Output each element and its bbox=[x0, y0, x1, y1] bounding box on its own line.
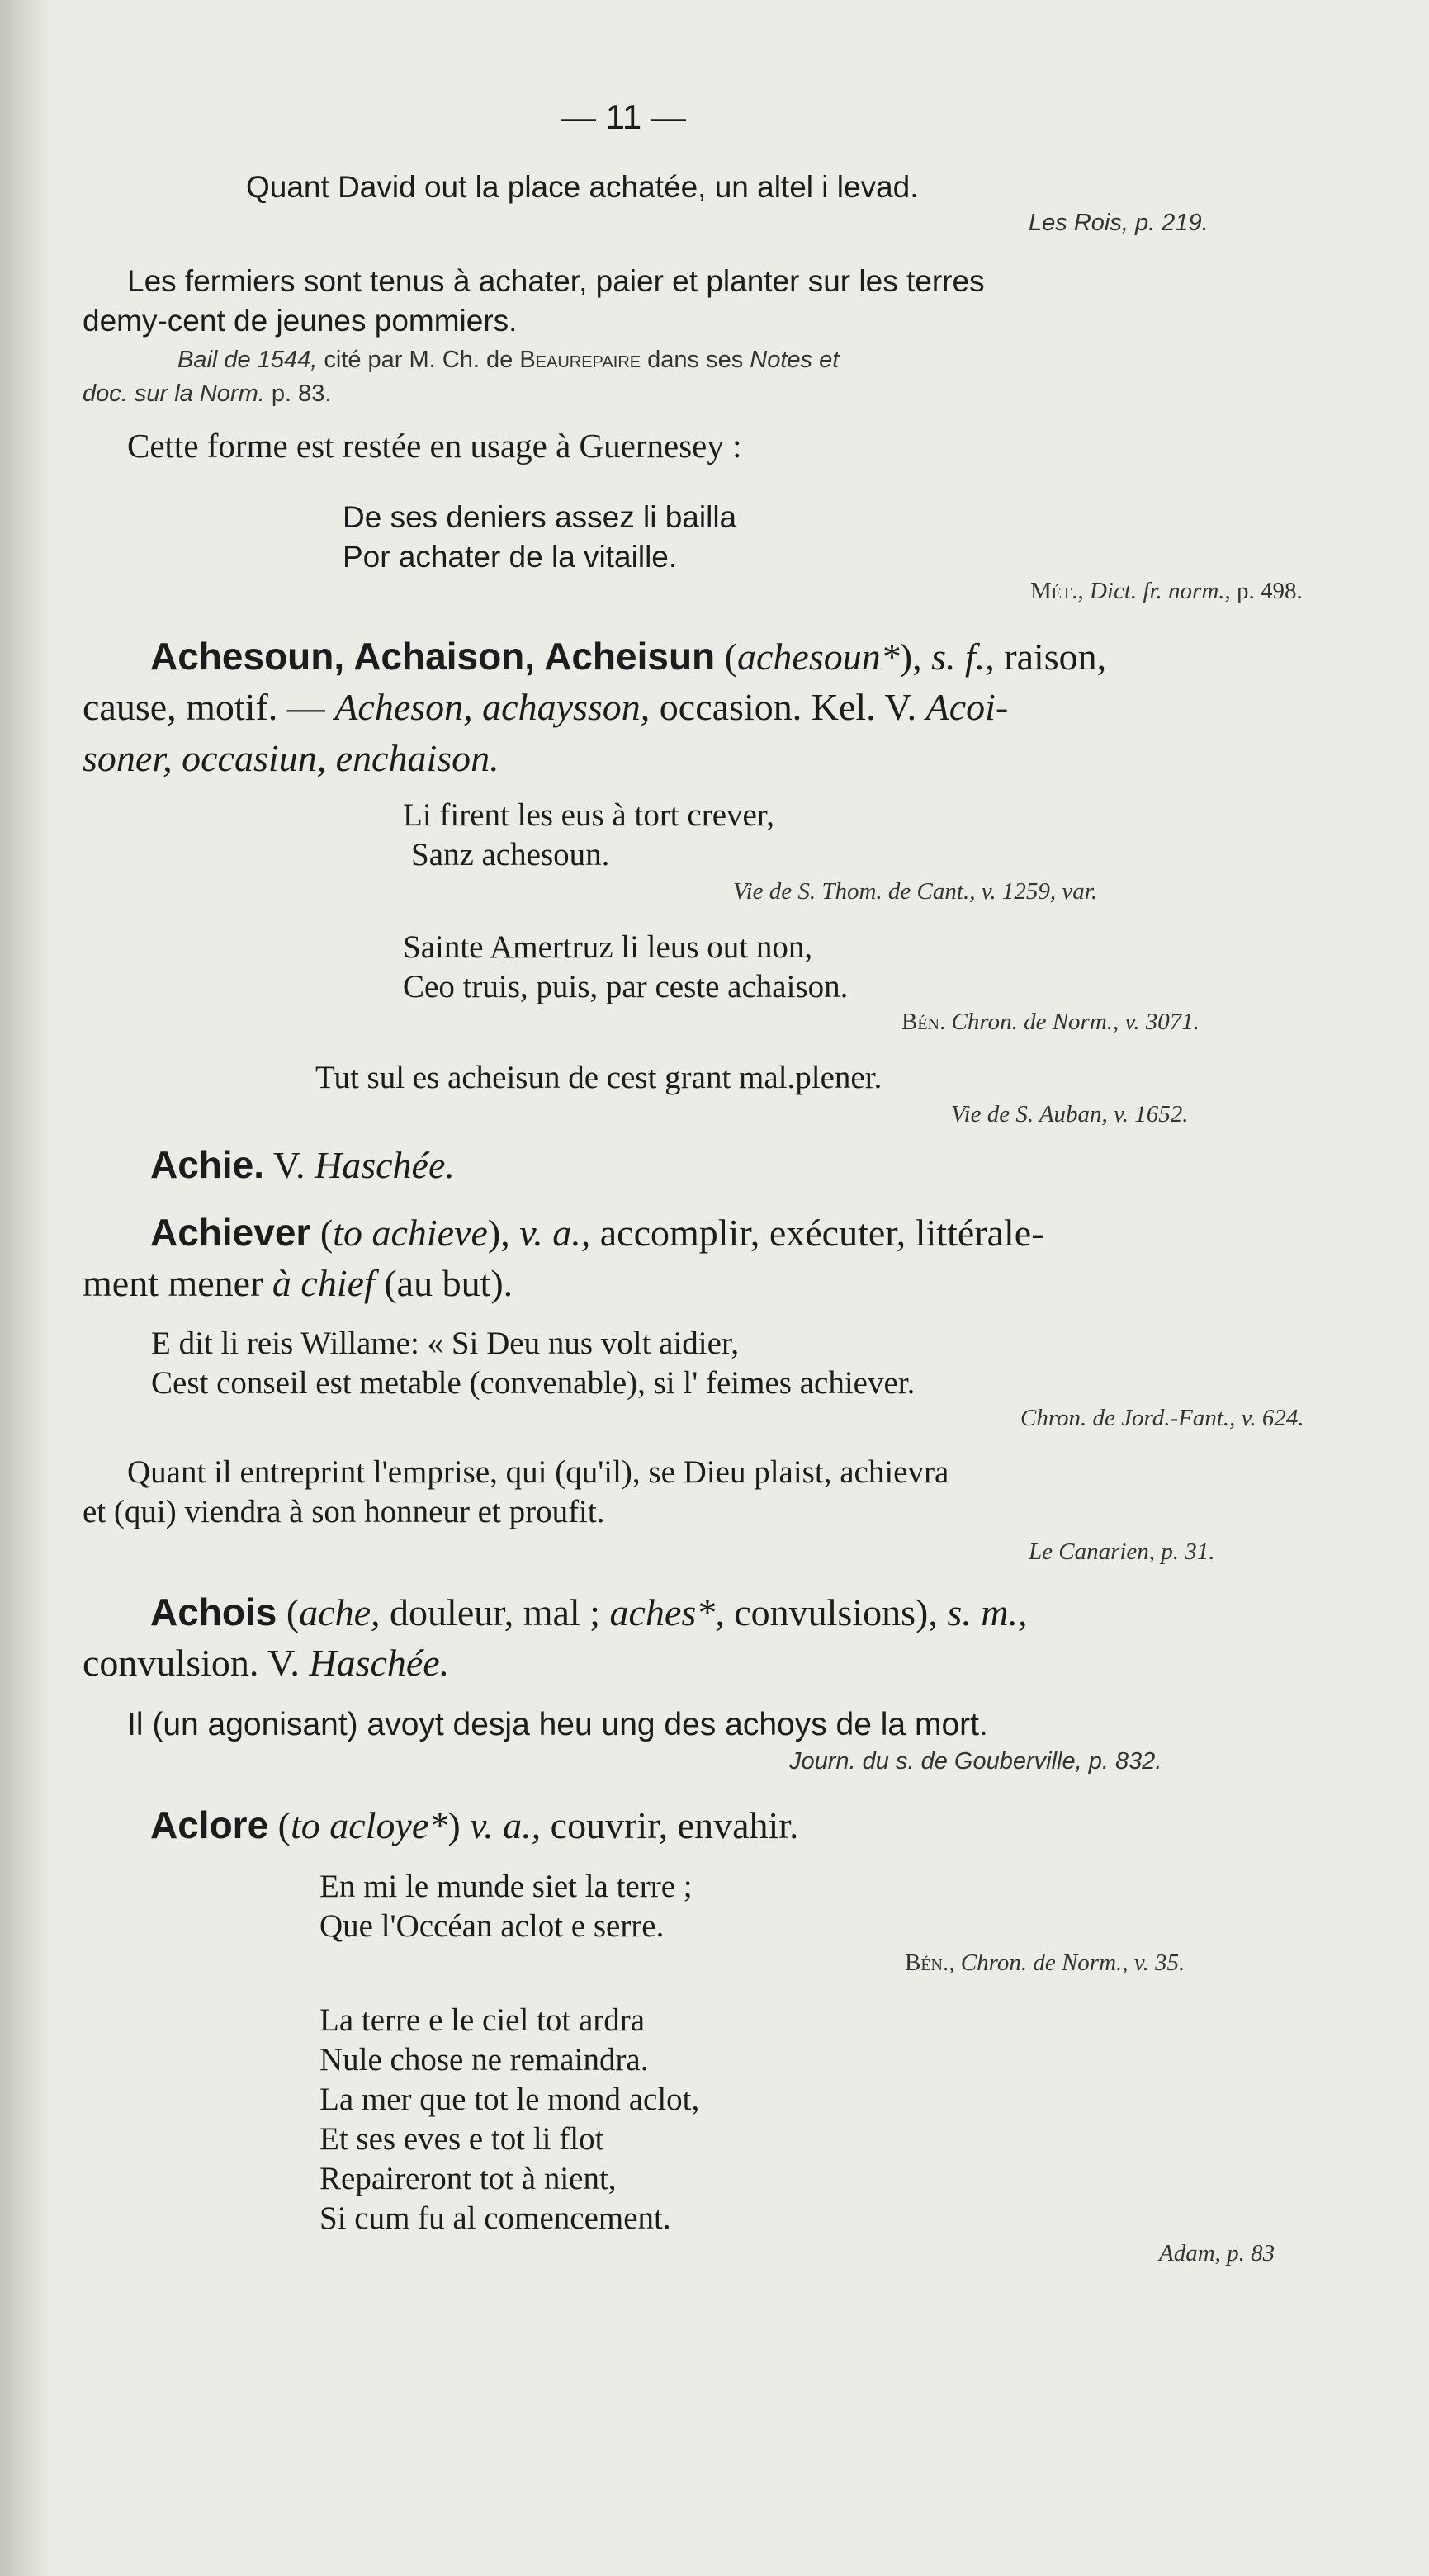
verse-line: Sainte Amertruz li leus out non, bbox=[403, 929, 813, 965]
paragraph: Cette forme est restée en usage à Guernesey : bbox=[127, 427, 742, 465]
citation: Bail de 1544, cité par M. Ch. de Beaurepaire dans ses Notes et bbox=[177, 347, 840, 373]
citation: Vie de S. Thom. de Cant., v. 1259, var. bbox=[733, 878, 1098, 905]
citation: Les Rois, p. 219. bbox=[1029, 210, 1209, 236]
citation: Le Canarien, p. 31. bbox=[1029, 1539, 1215, 1565]
page-number: — 11 — bbox=[561, 97, 686, 136]
dictionary-entry-achie: Achie. V. Haschée. bbox=[150, 1143, 455, 1186]
citation: Journ. du s. de Gouberville, p. 832. bbox=[789, 1748, 1162, 1775]
verse-line: Cest conseil est metable (convenable), si l' feimes achiever. bbox=[151, 1365, 916, 1401]
entry-line: cause, motif. — Acheson, achaysson, occasion. Kel. V. Acoi- bbox=[83, 686, 1009, 728]
quote-line: Quant David out la place achatée, un altel i levad. bbox=[246, 170, 919, 204]
dictionary-entry-achois: Achois (ache, douleur, mal ; aches*, convulsions), s. m., bbox=[150, 1591, 1028, 1633]
verse-line: Li firent les eus à tort crever, bbox=[403, 797, 774, 833]
verse-line: Si cum fu al comencement. bbox=[319, 2200, 671, 2236]
entry-line: ment mener à chief (au but). bbox=[83, 1262, 513, 1304]
verse-line: Que l'Occéan aclot e serre. bbox=[319, 1908, 665, 1944]
entry-line: soner, occasiun, enchaison. bbox=[83, 737, 499, 779]
verse-line: Sanz achesoun. bbox=[411, 837, 610, 872]
dictionary-entry-achiever: Achiever (to achieve), v. a., accomplir, exécuter, littérale- bbox=[150, 1211, 1044, 1254]
citation: Bén. Chron. de Norm., v. 3071. bbox=[901, 1009, 1200, 1035]
verse-line: Por achater de la vitaille. bbox=[343, 540, 678, 574]
verse-line: Tut sul es acheisun de cest grant mal.plener. bbox=[315, 1060, 882, 1095]
verse-line: La mer que tot le mond aclot, bbox=[319, 2082, 700, 2117]
dictionary-entry-aclore: Aclore (to acloye*) v. a., couvrir, envahir. bbox=[150, 1803, 799, 1846]
verse-line: De ses deniers assez li bailla bbox=[343, 500, 737, 534]
paragraph-line: et (qui) viendra à son honneur et proufit. bbox=[83, 1494, 605, 1529]
verse-line: E dit li reis Willame: « Si Deu nus volt aidier, bbox=[151, 1326, 740, 1361]
citation: Bén., Chron. de Norm., v. 35. bbox=[905, 1950, 1185, 1976]
citation: doc. sur la Norm. p. 83. bbox=[83, 380, 332, 407]
citation: Vie de S. Auban, v. 1652. bbox=[951, 1101, 1189, 1127]
verse-line: Nule chose ne remaindra. bbox=[319, 2042, 649, 2077]
citation: Adam, p. 83 bbox=[1159, 2240, 1275, 2266]
citation: Mét., Dict. fr. norm., p. 498. bbox=[1030, 578, 1303, 604]
verse-line: Et ses eves e tot li flot bbox=[319, 2121, 604, 2157]
verse-line: Repaireront tot à nient, bbox=[319, 2161, 617, 2196]
entry-line: convulsion. V. Haschée. bbox=[83, 1642, 450, 1684]
verse-line: En mi le munde siet la terre ; bbox=[319, 1869, 693, 1904]
quote-line: demy-cent de jeunes pommiers. bbox=[83, 304, 518, 338]
page-edge-shadow bbox=[0, 0, 50, 2576]
quote-line: Les fermiers sont tenus à achater, paier et planter sur les terres bbox=[127, 264, 985, 298]
dictionary-entry-achesoun: Achesoun, Achaison, Acheisun (achesoun*), s. f., raison, bbox=[150, 635, 1107, 678]
citation: Chron. de Jord.-Fant., v. 624. bbox=[1020, 1405, 1304, 1431]
paragraph-line: Quant il entreprint l'emprise, qui (qu'il), se Dieu plaist, achievra bbox=[127, 1454, 949, 1490]
verse-line: La terre e le ciel tot ardra bbox=[319, 2002, 646, 2038]
quote-line: Il (un agonisant) avoyt desja heu ung des achoys de la mort. bbox=[127, 1707, 988, 1742]
verse-line: Ceo truis, puis, par ceste achaison. bbox=[403, 969, 849, 1004]
